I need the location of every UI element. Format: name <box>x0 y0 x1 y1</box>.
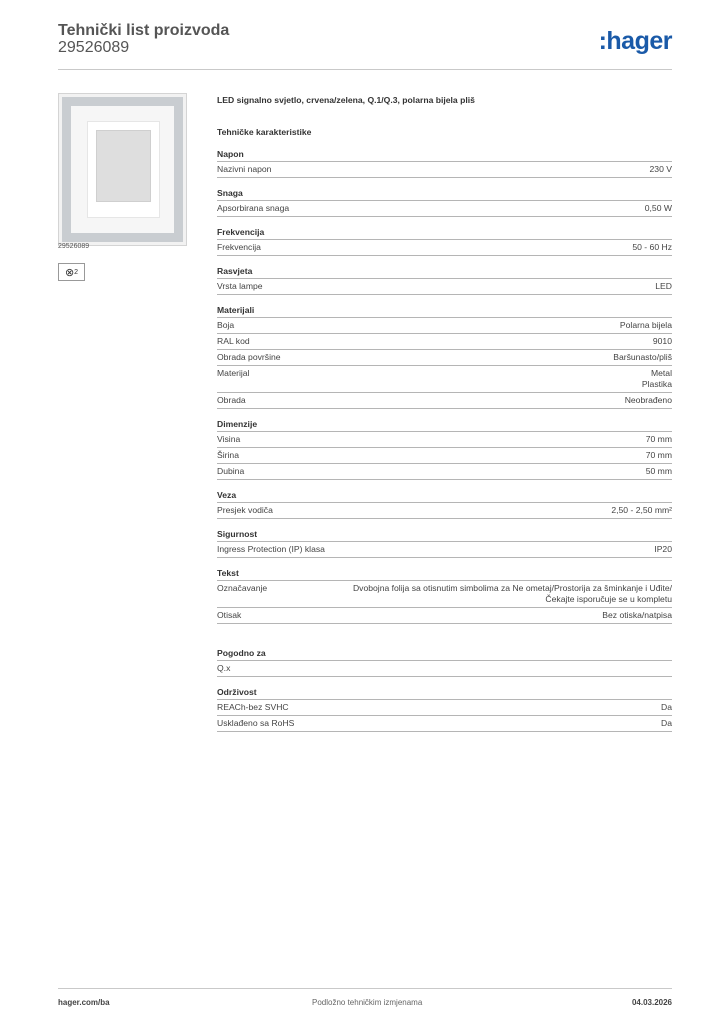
spec-section <box>217 687 672 732</box>
spec-value <box>650 164 672 175</box>
footer-note: Podložno tehničkim izmjenama <box>312 998 423 1007</box>
footer-website: hager.com/ba <box>58 998 110 1007</box>
spec-row <box>217 366 672 393</box>
spec-value-line: Dvobojna folija sa otisnutim simbolima za Ne ometaj/Prostorija za šminkanje i Uđite/Čekajte isporučuje se u kompletu <box>352 583 672 604</box>
footer-divider <box>58 988 672 989</box>
spec-value <box>646 450 672 461</box>
spec-row <box>217 240 672 256</box>
spec-value-line: LED <box>655 281 672 291</box>
spec-row <box>217 464 672 480</box>
spec-value <box>661 702 672 713</box>
product-description: LED signalno svjetlo, crvena/zelena, Q.1/Q.3, polarna bijela pliš <box>217 95 475 105</box>
spec-label: Nazivni napon <box>217 164 272 174</box>
spec-value-line: 50 mm <box>645 466 672 476</box>
spec-value-line: 2,50 - 2,50 mm² <box>611 505 672 515</box>
spec-row <box>217 201 672 217</box>
spec-sections <box>217 149 672 624</box>
spec-label: Ingress Protection (IP) klasa <box>217 544 325 554</box>
spec-value <box>620 320 672 331</box>
spec-value-line: Plastika <box>641 379 672 389</box>
spec-value-line: Metal <box>650 368 672 378</box>
spec-value <box>632 242 672 253</box>
section-title: Dimenzije <box>217 419 672 432</box>
section-title: Rasvjeta <box>217 266 672 279</box>
page-title: Tehnički list proizvoda <box>58 22 230 39</box>
spec-value-line: Bez otiska/natpisa <box>602 610 672 620</box>
section-title: Pogodno za <box>217 648 672 661</box>
led-lens <box>96 130 151 202</box>
spec-row <box>217 700 672 716</box>
spec-value <box>332 583 672 605</box>
spec-label: Presjek vodiča <box>217 505 273 515</box>
spec-label: RAL kod <box>217 336 250 346</box>
footer-date: 04.03.2026 <box>631 998 672 1007</box>
section-title: Veza <box>217 490 672 503</box>
lamp-symbol-icon <box>58 263 85 281</box>
spec-section <box>217 568 672 624</box>
spec-label: Frekvencija <box>217 242 261 252</box>
lamp-glyph: ⊗ <box>64 266 75 279</box>
spec-value <box>646 434 672 445</box>
spec-label: Boja <box>217 320 235 330</box>
spec-row <box>217 448 672 464</box>
spec-section <box>217 227 672 256</box>
image-caption: 29526089 <box>58 243 90 250</box>
spec-label: Visina <box>217 434 241 444</box>
spec-value-line: Da <box>661 702 672 712</box>
spec-value-line: 0,50 W <box>644 203 672 213</box>
spec-row <box>217 661 672 677</box>
spec-value-line: Polarna bijela <box>619 320 672 330</box>
spec-label: Usklađeno sa RoHS <box>217 718 295 728</box>
logo-text: hager <box>606 27 672 55</box>
spec-section <box>217 529 672 558</box>
spec-value-line: 9010 <box>652 336 672 346</box>
spec-value-line: Da <box>661 718 672 728</box>
section-gap <box>217 624 672 638</box>
spec-label: Obrada površine <box>217 352 281 362</box>
spec-section <box>217 648 672 677</box>
spec-value <box>642 368 672 390</box>
spec-label: Otisak <box>217 610 242 620</box>
section-title: Materijali <box>217 305 672 318</box>
product-code: 29526089 <box>58 39 130 56</box>
spec-value <box>661 718 672 729</box>
spec-value <box>613 352 672 363</box>
spec-row <box>217 432 672 448</box>
spec-row <box>217 542 672 558</box>
extra-sections <box>217 648 672 732</box>
spec-row <box>217 334 672 350</box>
spec-row <box>217 279 672 295</box>
spec-value-line: Neobrađeno <box>624 395 672 405</box>
header-divider <box>58 69 672 70</box>
spec-section <box>217 266 672 295</box>
spec-value-line: 50 - 60 Hz <box>632 242 672 252</box>
spec-value <box>653 336 672 347</box>
spec-row <box>217 350 672 366</box>
spec-section <box>217 149 672 178</box>
section-title: Održivost <box>217 687 672 700</box>
spec-row <box>217 716 672 732</box>
spec-value <box>602 610 672 621</box>
spec-label: Obrada <box>217 395 246 405</box>
spec-label: REACh-bez SVHC <box>217 702 289 712</box>
switch-frame <box>62 97 183 242</box>
specs-content <box>217 95 672 732</box>
spec-row <box>217 162 672 178</box>
spec-value-line: 230 V <box>649 164 672 174</box>
spec-value <box>645 203 672 214</box>
specs-heading: Tehničke karakteristike <box>217 127 312 137</box>
spec-label: Označavanje <box>217 583 268 593</box>
spec-row <box>217 393 672 409</box>
spec-section <box>217 490 672 519</box>
section-title: Sigurnost <box>217 529 672 542</box>
spec-label: Q.x <box>217 663 231 673</box>
spec-label: Vrsta lampe <box>217 281 263 291</box>
spec-value <box>625 395 672 406</box>
spec-value <box>611 505 672 516</box>
section-title: Frekvencija <box>217 227 672 240</box>
spec-value <box>646 466 672 477</box>
section-title: Snaga <box>217 188 672 201</box>
product-image <box>58 93 187 246</box>
lamp-sup: 2 <box>74 268 79 276</box>
frame-inner <box>71 106 174 233</box>
spec-value <box>654 544 672 555</box>
switch-insert <box>87 121 160 218</box>
spec-value-line: 70 mm <box>645 450 672 460</box>
spec-value-line: IP20 <box>654 544 672 554</box>
section-title: Tekst <box>217 568 672 581</box>
spec-row <box>217 581 672 608</box>
spec-label: Dubina <box>217 466 245 476</box>
spec-section <box>217 188 672 217</box>
spec-section <box>217 419 672 480</box>
spec-value <box>655 281 672 292</box>
hager-logo: :hager <box>598 27 672 55</box>
spec-row <box>217 318 672 334</box>
spec-section <box>217 305 672 409</box>
spec-label: Materijal <box>217 368 250 378</box>
spec-label: Širina <box>217 450 239 460</box>
spec-value-line: 70 mm <box>645 434 672 444</box>
spec-value-line: Baršunasto/pliš <box>613 352 672 362</box>
spec-row <box>217 503 672 519</box>
spec-label: Apsorbirana snaga <box>217 203 290 213</box>
spec-row <box>217 608 672 624</box>
section-title: Napon <box>217 149 672 162</box>
